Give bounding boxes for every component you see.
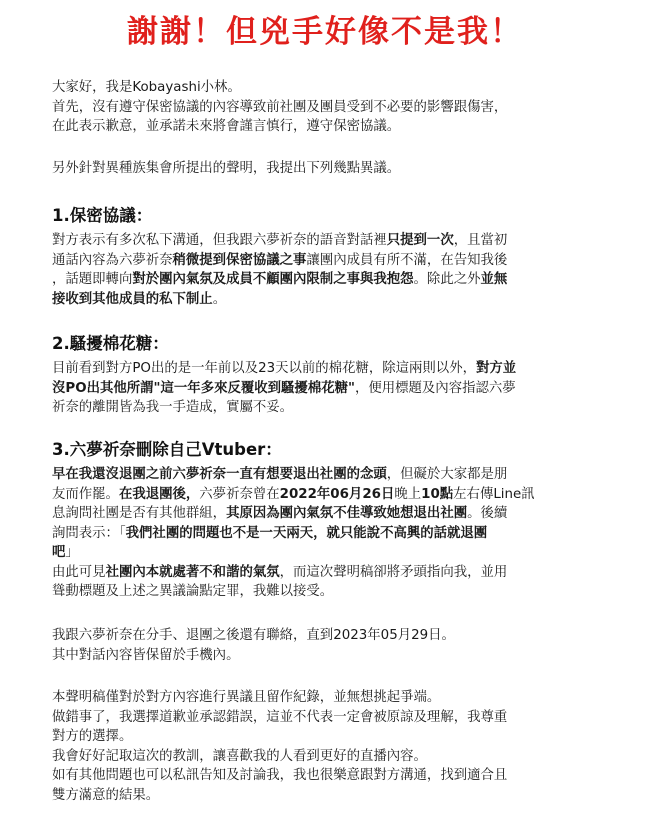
bold-text: 其原因為團內氣氛不佳導致她想退出社團 bbox=[226, 506, 468, 521]
section-line bbox=[52, 251, 597, 271]
contact-line-1: 我跟六夢祈奈在分手、退團之後還有聯絡，直到2023年05月29日。 bbox=[52, 628, 455, 643]
section-line bbox=[52, 465, 597, 485]
text: 。除此之外 bbox=[413, 272, 481, 287]
apology-line-2: 在此表示歉意，並承諾未來將會謹言慎行，遵守保密協議。 bbox=[52, 119, 401, 134]
intro-paragraph bbox=[52, 78, 597, 137]
section-line bbox=[52, 270, 597, 290]
text: 六夢祈奈曾在 bbox=[199, 486, 280, 502]
text: ，而這次聲明稿卻將矛頭指向我，並用 bbox=[279, 564, 508, 580]
text: 晚上 bbox=[394, 486, 422, 502]
closing-line-4: 我會好好記取這次的教訓，讓喜歡我的人看到更好的直播內容。 bbox=[52, 748, 427, 764]
section-line bbox=[52, 359, 597, 379]
bold-text: 社團內本就處著不和諧的氣氛 bbox=[105, 564, 280, 580]
closing-line-2: 做錯事了，我選擇道歉並承認錯誤，這並不代表一定會被原諒及理解，我尊重 bbox=[52, 709, 508, 725]
bold-text: 稍微提到保密協議之事 bbox=[172, 252, 307, 268]
section-line bbox=[52, 231, 597, 251]
bold-text: 吧 bbox=[52, 545, 66, 560]
text: 」 bbox=[65, 545, 79, 560]
text: 目前看到對方PO出的是一年前以及23天以前的棉花糖，除這兩則以外， bbox=[52, 361, 476, 376]
closing-paragraph bbox=[52, 688, 597, 805]
bold-text: 我們社團的問題也不是一天兩天，就只能說不高興的話就退團 bbox=[125, 525, 488, 541]
text: 友而作罷。 bbox=[52, 486, 119, 502]
text: 由此可見 bbox=[52, 564, 106, 580]
text: 。後續 bbox=[467, 506, 508, 521]
preface-paragraph bbox=[52, 159, 597, 179]
greeting-line: 大家好，我是Kobayashi小林。 bbox=[52, 80, 241, 95]
bold-text: 對方並 bbox=[475, 361, 517, 376]
section-marshmallow bbox=[52, 333, 597, 418]
text: 讓團內成員有所不滿，在告知我後 bbox=[306, 252, 508, 268]
section-vtuber-deletion bbox=[52, 439, 597, 602]
section-heading: 2.騷擾棉花糖： bbox=[52, 334, 169, 353]
text: 詢問表示：「 bbox=[52, 525, 126, 541]
bold-text: 對於團內氣氛及成員不顧團內限制之事與我抱怨 bbox=[132, 272, 414, 287]
section-line bbox=[52, 563, 597, 583]
section-line bbox=[52, 290, 597, 310]
text: 左右傳Line訊 bbox=[453, 486, 535, 502]
section-line bbox=[52, 504, 597, 524]
text: 對方表示有多次私下溝通，但我跟六夢祈奈的語音對話裡 bbox=[52, 233, 387, 248]
closing-line-5: 如有其他問題也可以私訊告知及討論我，我也很樂意跟對方溝通，找到適合且 bbox=[52, 768, 508, 783]
section-line bbox=[52, 485, 597, 505]
bold-text: 10點 bbox=[421, 486, 454, 502]
bold-text: 並無 bbox=[480, 272, 508, 287]
bold-text: 接收到其他成員的私下制止 bbox=[52, 291, 213, 307]
closing-line-1: 本聲明稿僅對於對方內容進行異議且留作紀錄，並無想挑起爭端。 bbox=[52, 690, 441, 705]
text: ，且當初 bbox=[453, 233, 508, 248]
apology-line-1: 首先，沒有遵守保密協議的內容導致前社團及團員受到不必要的影響跟傷害， bbox=[52, 99, 508, 115]
section-line bbox=[52, 379, 597, 399]
closing-line-3: 對方的選擇。 bbox=[52, 729, 133, 744]
bold-text: 只提到一次 bbox=[386, 233, 454, 248]
bold-text: 在我退團後， bbox=[118, 486, 200, 502]
contact-line-2: 其中對話內容皆保留於手機內。 bbox=[52, 647, 240, 663]
text: ，話題即轉向 bbox=[52, 272, 133, 287]
section-confidentiality bbox=[52, 205, 597, 309]
section-heading: 3.六夢祈奈刪除自己Vtuber： bbox=[52, 440, 282, 459]
text: ，但礙於大家都是朋 bbox=[386, 467, 508, 482]
section-line bbox=[52, 582, 597, 602]
text: 聳動標題及上述之異議論點定罪，我難以接受。 bbox=[52, 584, 334, 599]
preface-line: 另外針對異種族集會所提出的聲明，我提出下列幾點異議。 bbox=[52, 161, 401, 176]
contact-paragraph bbox=[52, 626, 597, 665]
section-line bbox=[52, 543, 597, 563]
bold-text: 早在我還沒退團之前六夢祈奈一直有想要退出社團的念頭 bbox=[52, 467, 387, 482]
closing-line-6: 雙方滿意的結果。 bbox=[52, 787, 160, 803]
section-heading: 1.保密協議： bbox=[52, 206, 153, 225]
text: 通話內容為六夢祈奈 bbox=[52, 252, 173, 268]
bold-text: 2022年06月26日 bbox=[279, 486, 395, 502]
page-title: 謝謝！但兇手好像不是我！ bbox=[127, 14, 523, 50]
section-line bbox=[52, 524, 597, 544]
bold-text: 沒PO出其他所謂"這一年多來反覆收到騷擾棉花糖" bbox=[52, 380, 355, 396]
text: ，便用標題及內容指認六夢 bbox=[354, 380, 516, 396]
text: 。 bbox=[212, 291, 227, 307]
text: 息詢問社團是否有其他群組， bbox=[52, 506, 227, 521]
text: 祈奈的離開皆為我一手造成，實屬不妥。 bbox=[52, 400, 294, 415]
section-line bbox=[52, 398, 597, 418]
